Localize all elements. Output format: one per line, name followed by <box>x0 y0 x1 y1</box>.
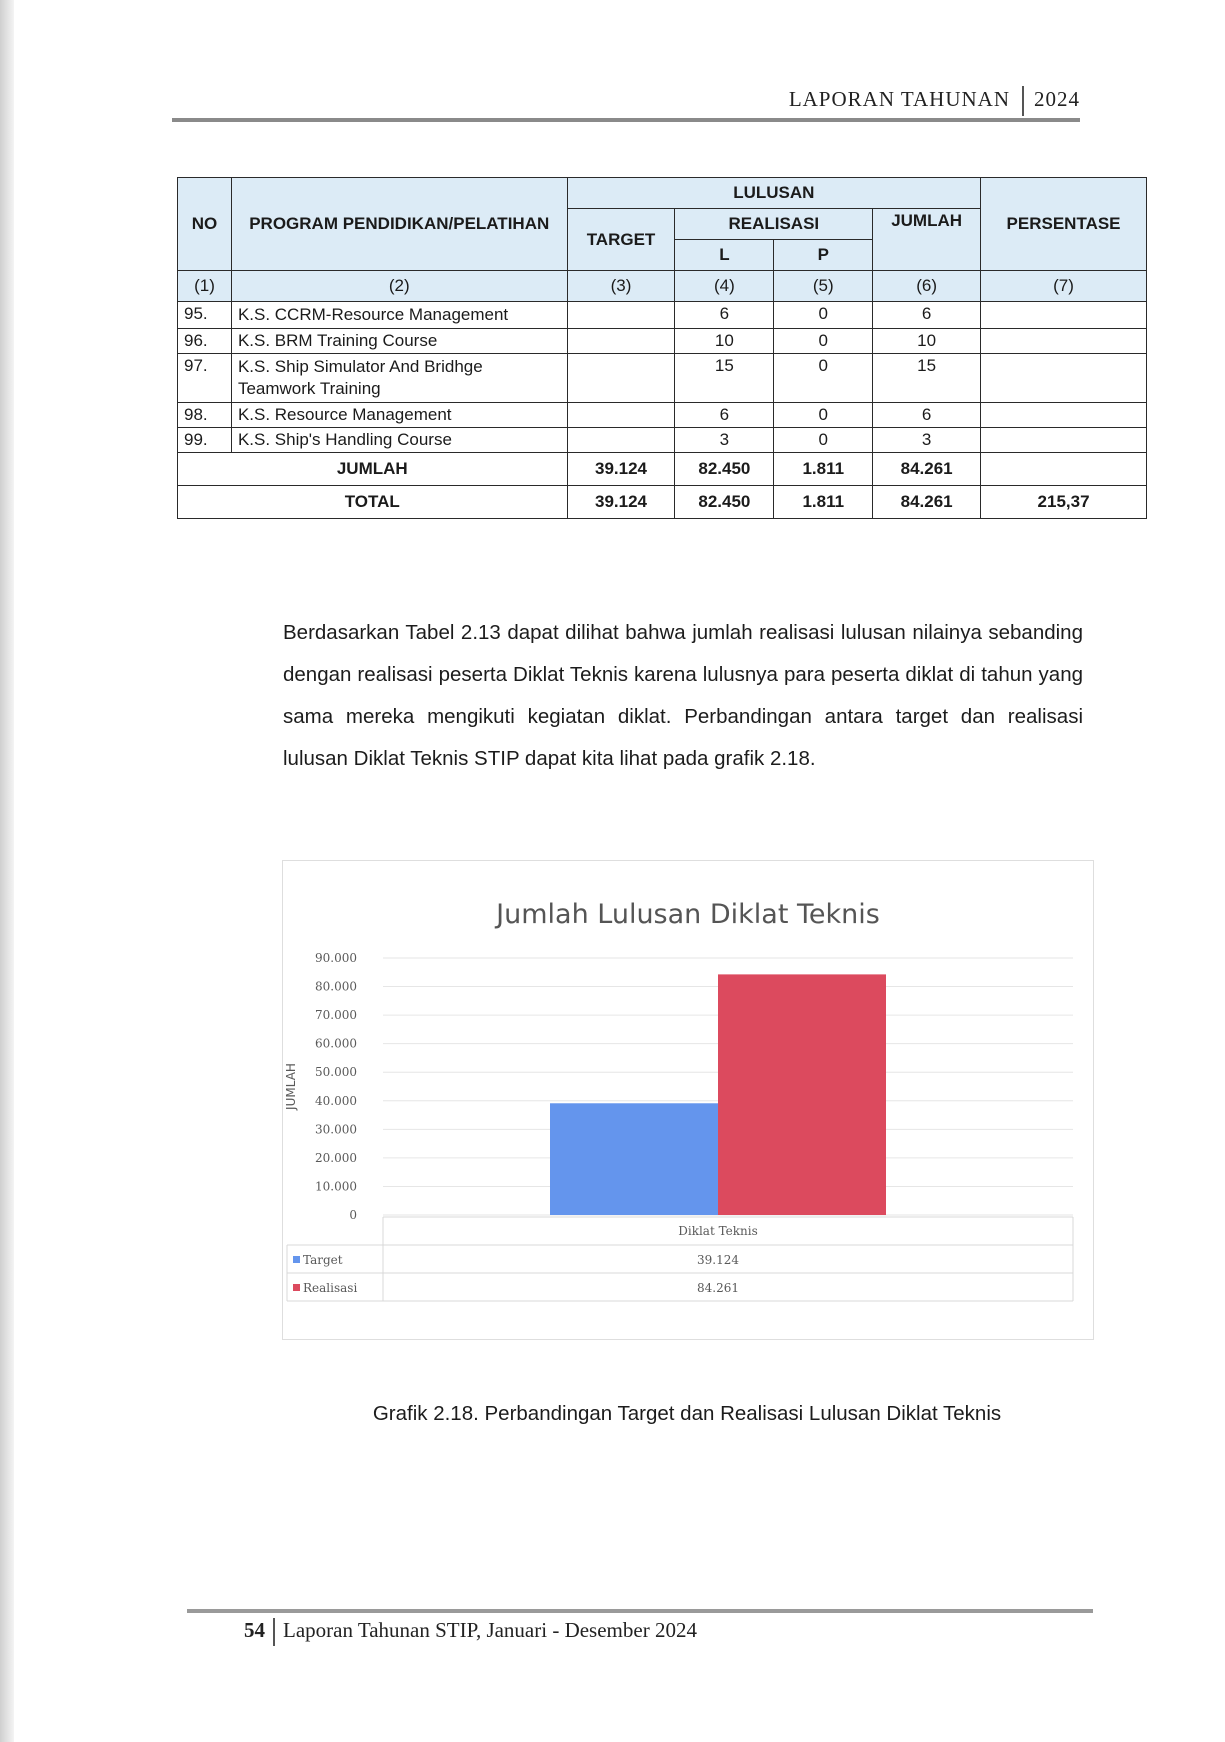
th-persentase: PERSENTASE <box>981 178 1147 271</box>
cell-persentase <box>981 354 1147 403</box>
index-cell: (6) <box>873 271 981 302</box>
legend-key-target <box>293 1256 300 1263</box>
cell-jumlah: 10 <box>873 329 981 354</box>
y-tick-label: 30.000 <box>315 1122 357 1137</box>
cell-persentase <box>981 428 1147 453</box>
total-l: 82.450 <box>675 486 774 519</box>
data-label-target: 39.124 <box>697 1253 739 1267</box>
page-header <box>172 80 1080 120</box>
th-p: P <box>774 240 873 271</box>
page-edge-shadow <box>0 0 14 1742</box>
cell-jumlah: 15 <box>873 354 981 403</box>
total-label: TOTAL <box>178 486 568 519</box>
jumlah-persentase <box>981 453 1147 486</box>
cell-program: K.S. Resource Management <box>231 403 567 428</box>
jumlah-l: 82.450 <box>675 453 774 486</box>
cell-target <box>567 403 675 428</box>
cell-persentase <box>981 329 1147 354</box>
y-tick-label: 80.000 <box>315 979 357 994</box>
table-row <box>178 302 1147 329</box>
y-tick-label: 20.000 <box>315 1150 357 1165</box>
th-lulusan: LULUSAN <box>567 178 981 209</box>
jumlah-jumlah: 84.261 <box>873 453 981 486</box>
table-row <box>178 403 1147 428</box>
cell-program: K.S. CCRM-Resource Management <box>231 302 567 329</box>
cell-p: 0 <box>774 403 873 428</box>
graduates-table <box>177 177 1147 519</box>
th-no: NO <box>178 178 232 271</box>
cell-persentase <box>981 403 1147 428</box>
cell-l: 15 <box>675 354 774 403</box>
cell-no: 99. <box>178 428 232 453</box>
page-footer <box>244 1618 697 1646</box>
table-row <box>178 354 1147 403</box>
cell-no: 97. <box>178 354 232 403</box>
total-target: 39.124 <box>567 486 675 519</box>
x-category-label: Diklat Teknis <box>678 1224 758 1238</box>
cell-p: 0 <box>774 302 873 329</box>
cell-l: 10 <box>675 329 774 354</box>
cell-program: K.S. Ship's Handling Course <box>231 428 567 453</box>
header-separator <box>1022 86 1024 116</box>
table-index-row <box>178 271 1147 302</box>
cell-program: K.S. BRM Training Course <box>231 329 567 354</box>
cell-program: K.S. Ship Simulator And Bridhge Teamwork Training <box>231 354 567 403</box>
legend-label-target: Target <box>303 1253 343 1267</box>
y-tick-label: 70.000 <box>315 1008 357 1023</box>
jumlah-label: JUMLAH <box>178 453 568 486</box>
th-target: TARGET <box>567 209 675 271</box>
y-tick-label: 10.000 <box>315 1179 357 1194</box>
cell-l: 3 <box>675 428 774 453</box>
index-cell: (1) <box>178 271 232 302</box>
chart-container <box>282 860 1094 1340</box>
y-tick-label: 0 <box>349 1208 357 1222</box>
y-tick-label: 50.000 <box>315 1065 357 1080</box>
cell-target <box>567 428 675 453</box>
body-paragraph: Berdasarkan Tabel 2.13 dapat dilihat bahwa jumlah realisasi lulusan nilainya sebanding dengan realisasi peserta Diklat Teknis karena lulusnya para peserta diklat di tahun yang sama mereka mengikuti kegiatan diklat. Perbandingan antara target dan realisasi lulusan Diklat Teknis STIP dapat kita lihat pada grafik 2.18. <box>283 621 1083 770</box>
jumlah-p: 1.811 <box>774 453 873 486</box>
data-label-realisasi: 84.261 <box>697 1281 739 1295</box>
legend-key-realisasi <box>293 1284 300 1291</box>
index-cell: (2) <box>231 271 567 302</box>
header-rule <box>172 118 1080 122</box>
cell-p: 0 <box>774 428 873 453</box>
cell-p: 0 <box>774 329 873 354</box>
total-jumlah: 84.261 <box>873 486 981 519</box>
cell-jumlah: 6 <box>873 403 981 428</box>
chart-title: Jumlah Lulusan Diklat Teknis <box>496 899 880 930</box>
th-l: L <box>675 240 774 271</box>
y-axis-title: JUMLAH <box>284 1063 298 1110</box>
cell-no: 95. <box>178 302 232 329</box>
header-year: 2024 <box>1034 86 1080 111</box>
cell-l: 6 <box>675 302 774 329</box>
index-cell: (7) <box>981 271 1147 302</box>
page-number: 54 <box>244 1618 265 1642</box>
table-row <box>178 428 1147 453</box>
index-cell: (4) <box>675 271 774 302</box>
total-persentase: 215,37 <box>981 486 1147 519</box>
figure-caption: Grafik 2.18. Perbandingan Target dan Realisasi Lulusan Diklat Teknis <box>372 1402 1002 1425</box>
bar-realisasi <box>718 974 886 1215</box>
bar-chart <box>283 861 1093 1339</box>
cell-jumlah: 3 <box>873 428 981 453</box>
cell-target <box>567 302 675 329</box>
cell-target <box>567 329 675 354</box>
cell-p: 0 <box>774 354 873 403</box>
footer-text: Laporan Tahunan STIP, Januari - Desember 2024 <box>283 1618 697 1642</box>
legend-label-realisasi: Realisasi <box>303 1281 358 1295</box>
cell-no: 98. <box>178 403 232 428</box>
header-title: LAPORAN TAHUNAN <box>788 86 1010 111</box>
y-tick-label: 90.000 <box>315 951 357 965</box>
total-p: 1.811 <box>774 486 873 519</box>
header-text <box>789 86 1080 116</box>
table-row <box>178 329 1147 354</box>
index-cell: (3) <box>567 271 675 302</box>
th-program: PROGRAM PENDIDIKAN/PELATIHAN <box>231 178 567 271</box>
cell-target <box>567 354 675 403</box>
total-row <box>178 486 1147 519</box>
cell-jumlah: 6 <box>873 302 981 329</box>
th-realisasi: REALISASI <box>675 209 873 240</box>
y-tick-label: 60.000 <box>315 1036 357 1051</box>
cell-l: 6 <box>675 403 774 428</box>
footer-separator <box>273 1618 275 1646</box>
bar-target <box>550 1103 718 1215</box>
y-tick-label: 40.000 <box>315 1093 357 1108</box>
cell-no: 96. <box>178 329 232 354</box>
index-cell: (5) <box>774 271 873 302</box>
th-jumlah: JUMLAH <box>873 209 981 271</box>
footer-rule <box>187 1609 1093 1613</box>
jumlah-row <box>178 453 1147 486</box>
cell-persentase <box>981 302 1147 329</box>
jumlah-target: 39.124 <box>567 453 675 486</box>
